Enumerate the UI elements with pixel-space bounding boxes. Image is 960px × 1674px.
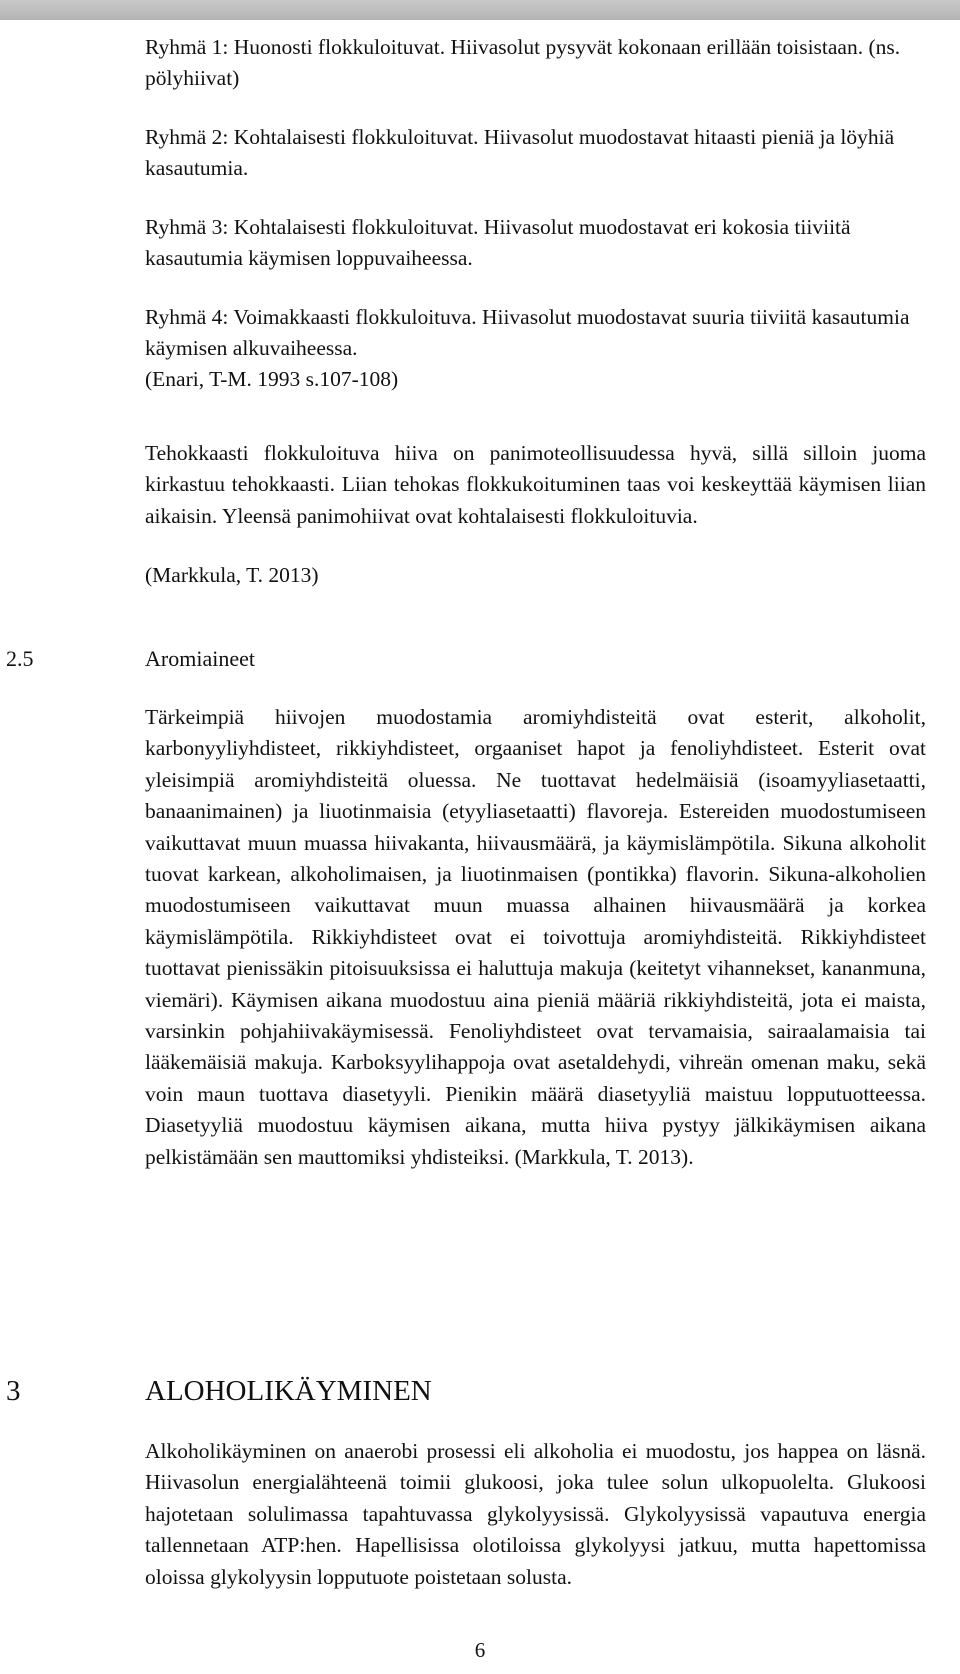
group-1-text: Ryhmä 1: Huonosti flokkuloituvat. Hiivasolut pysyvät kokonaan erillään toisistaan. (ns. pölyhiivat) <box>145 35 901 91</box>
group-3-text: Ryhmä 3: Kohtalaisesti flokkuloituvat. Hiivasolut muodostavat eri kokosia tiiviitä kasautumia käymisen loppuvaiheessa. <box>145 215 851 271</box>
section-2-5-title: Aromiaineet <box>145 646 255 671</box>
section-3-title: ALOHOLIKÄYMINEN <box>145 1375 432 1407</box>
flocculation-citation: (Markkula, T. 2013) <box>145 563 319 587</box>
section-3-number: 3 <box>6 1375 21 1407</box>
page-number: 6 <box>474 1638 486 1662</box>
section-2-5-paragraph: Tärkeimpiä hiivojen muodostamia aromiyhdisteitä ovat esterit, alkoholit, karbonyyliyhdisteet, rikkiyhdisteet, orgaaniset hapot ja fenoliyhdisteet. Esterit ovat yleisimpiä aromiyhdisteitä oluessa. Ne tuottavat hedelmäisiä (isoamyyliasetaatti, banaanimainen) ja liuotinmaisia (etyyliasetaatti) flavoreja. Estereiden muodostumiseen vaikuttavat muun muassa hiivakanta, hiivausmäärä, ja käymislämpötila. Sikuna alkoholit tuovat karkean, alkoholimaisen, ja liuotinmaisen (pontikka) flavorin. Sikuna-alkoholien muodostumiseen vaikuttavat muun muassa alhainen hiivausmäärä ja korkea käymislämpötila. Rikkiyhdisteet ovat ei toivottuja aromiyhdisteitä. Rikkiyhdisteet tuottavat pienissäkin pitoisuuksissa ei haluttuja makuja (keitetyt vihannekset, kananmuna, viemäri). Käymisen aikana muodostuu aina pieniä määriä rikkiyhdisteitä, jota ei maista, varsinkin pohjahiivakäymisessä. Fenoliyhdisteet ovat tervamaisia, sairaalamaisia tai lääkemäisiä makuja. Karboksyylihappoja ovat asetaldehydi, vihreän omenan maku, sekä voin maun tuottava diasetyyli. Pienikin määrä diasetyyliä maistuu lopputuotteessa. Diasetyyliä muodostuu käymisen aikana, mutta hiiva pystyy jälkikäymisen aikana pelkistämään sen mauttomiksi yhdisteiksi. (Markkula, T. 2013). <box>145 705 926 1169</box>
group-citation: (Enari, T-M. 1993 s.107-108) <box>145 367 399 391</box>
group-4-text: Ryhmä 4: Voimakkaasti flokkuloituva. Hiivasolut muodostavat suuria tiiviitä kasautumia käymisen alkuvaiheessa. <box>145 305 910 361</box>
group-2-text: Ryhmä 2: Kohtalaisesti flokkuloituvat. Hiivasolut muodostavat hitaasti pieniä ja löyhiä kasautumia. <box>145 125 895 181</box>
viewer-top-bar <box>0 0 960 20</box>
section-3-paragraph: Alkoholikäyminen on anaerobi prosessi eli alkoholia ei muodostu, jos happea on läsnä. Hiivasolun energialähteenä toimii glukoosi, joka tulee solun ulkopuolelta. Glukoosi hajotetaan solulimassa tapahtuvassa glykolyysissä. Glykolyysissä vapautuva energia tallennetaan ATP:hen. Hapellisissa olotiloissa glykolyysi jatkuu, mutta hapettomissa oloissa glykolyysin lopputuote poistetaan solusta. <box>145 1439 926 1589</box>
flocculation-paragraph: Tehokkaasti flokkuloituva hiiva on panimoteollisuudessa hyvä, sillä silloin juoma kirkastuu tehokkaasti. Liian tehokas flokkukoituminen taas voi keskeyttää käymisen liian aikaisin. Yleensä panimohiivat ovat kohtalaisesti flokkuloituvia. <box>145 441 926 528</box>
section-2-5-number: 2.5 <box>6 646 34 671</box>
